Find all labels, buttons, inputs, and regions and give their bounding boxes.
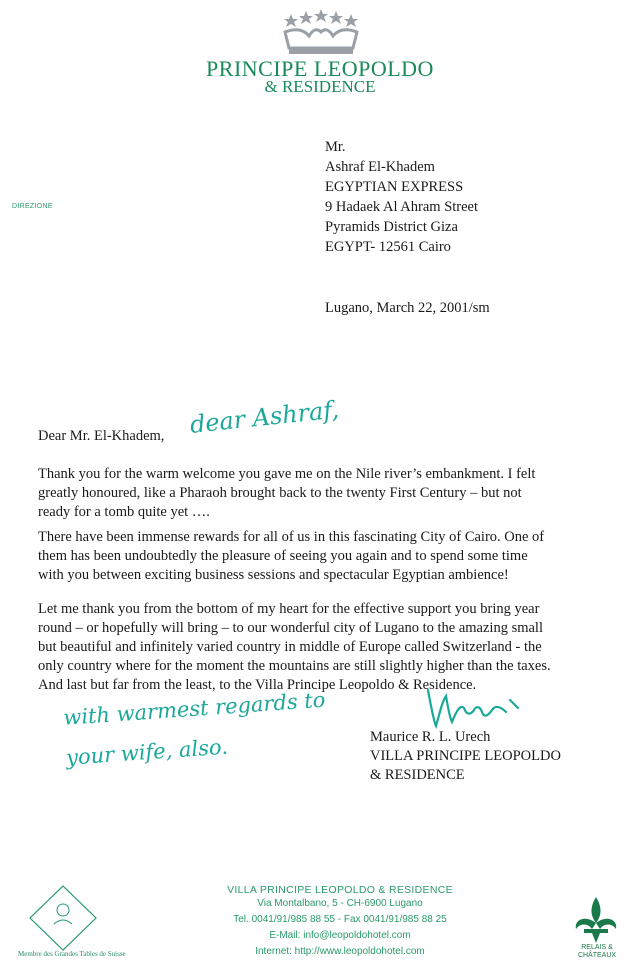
recipient-line: Ashraf El-Khadem xyxy=(325,159,435,175)
signature-line: & RESIDENCE xyxy=(370,767,465,783)
footer-title: VILLA PRINCIPE LEOPOLDO & RESIDENCE xyxy=(227,884,453,896)
grandes-tables-text: Membre des Grandes Tables de Suisse xyxy=(18,950,126,958)
body-line: them has been undoubtedly the pleasure of seeing you again and to spend some time xyxy=(38,548,528,564)
signature-line: VILLA PRINCIPE LEOPOLDO xyxy=(370,748,561,764)
body-line: only country where for the moment the mountains are still slightly higher than the taxes. xyxy=(38,658,551,674)
body-line: round – or hopefully will bring – to our wonderful city of Lugano to the amazing small xyxy=(38,620,543,636)
crown-logo-icon xyxy=(271,8,371,58)
department-label: DIREZIONE xyxy=(12,203,53,210)
signature-block xyxy=(370,728,561,785)
body-paragraph-2 xyxy=(38,528,608,585)
body-line: And last but far from the least, to the Villa Principe Leopoldo & Residence. xyxy=(38,677,477,693)
body-line: ready for a tomb quite yet …. xyxy=(38,504,210,520)
handwritten-closing xyxy=(62,680,329,778)
footer-phone: Tel. 0041/91/985 88 55 - Fax 0041/91/985 88 25 xyxy=(233,914,447,925)
body-paragraph-1 xyxy=(38,465,608,522)
relais-chateaux-text xyxy=(572,944,622,960)
handwritten-greeting: dear Ashraf, xyxy=(188,395,341,439)
handwritten-closing-line: with warmest regards to xyxy=(62,687,327,730)
recipient-line: EGYPTIAN EXPRESS xyxy=(325,179,464,195)
recipient-line: 9 Hadaek Al Ahram Street xyxy=(325,199,479,215)
handwritten-closing-line: your wife, also. xyxy=(65,734,229,770)
body-line: greatly honoured, like a Pharaoh brought back to the twenty First Century – but not xyxy=(38,485,522,501)
recipient-line: Pyramids District Giza xyxy=(325,219,458,235)
signature-icon xyxy=(418,682,528,732)
footer-contact xyxy=(170,884,510,960)
letterhead-name: PRINCIPE LEOPOLDO xyxy=(206,56,434,81)
body-line: There have been immense rewards for all of us in this fascinating City of Cairo. One of xyxy=(38,529,545,545)
body-line: with you between exciting business sessions and spectacular Egyptian ambience! xyxy=(38,567,509,583)
relais-chateaux-line: RELAIS & xyxy=(581,944,613,951)
body-line: Thank you for the warm welcome you gave me on the Nile river’s embankment. I felt xyxy=(38,466,536,482)
footer-internet: Internet: http://www.leopoldohotel.com xyxy=(255,946,425,957)
recipient-line: EGYPT- 12561 Cairo xyxy=(325,239,451,255)
relais-chateaux-line: CHÂTEAUX xyxy=(577,952,617,959)
footer-email: E-Mail: info@leopoldohotel.com xyxy=(269,930,411,941)
footer-address: Via Montalbano, 5 - CH-6900 Lugano xyxy=(257,898,423,909)
recipient-address xyxy=(325,137,478,257)
letterhead-subtitle: & RESIDENCE xyxy=(264,77,376,96)
signature-line: Maurice R. L. Urech xyxy=(370,729,491,745)
date-line: Lugano, March 22, 2001/sm xyxy=(325,300,490,316)
salutation: Dear Mr. El-Khadem, xyxy=(38,428,165,444)
recipient-line: Mr. xyxy=(325,139,346,155)
body-line: but beautiful and infinitely varied country in middle of Europe called Switzerland - the xyxy=(38,639,542,655)
body-line: Let me thank you from the bottom of my heart for the effective support you bring year xyxy=(38,601,540,617)
